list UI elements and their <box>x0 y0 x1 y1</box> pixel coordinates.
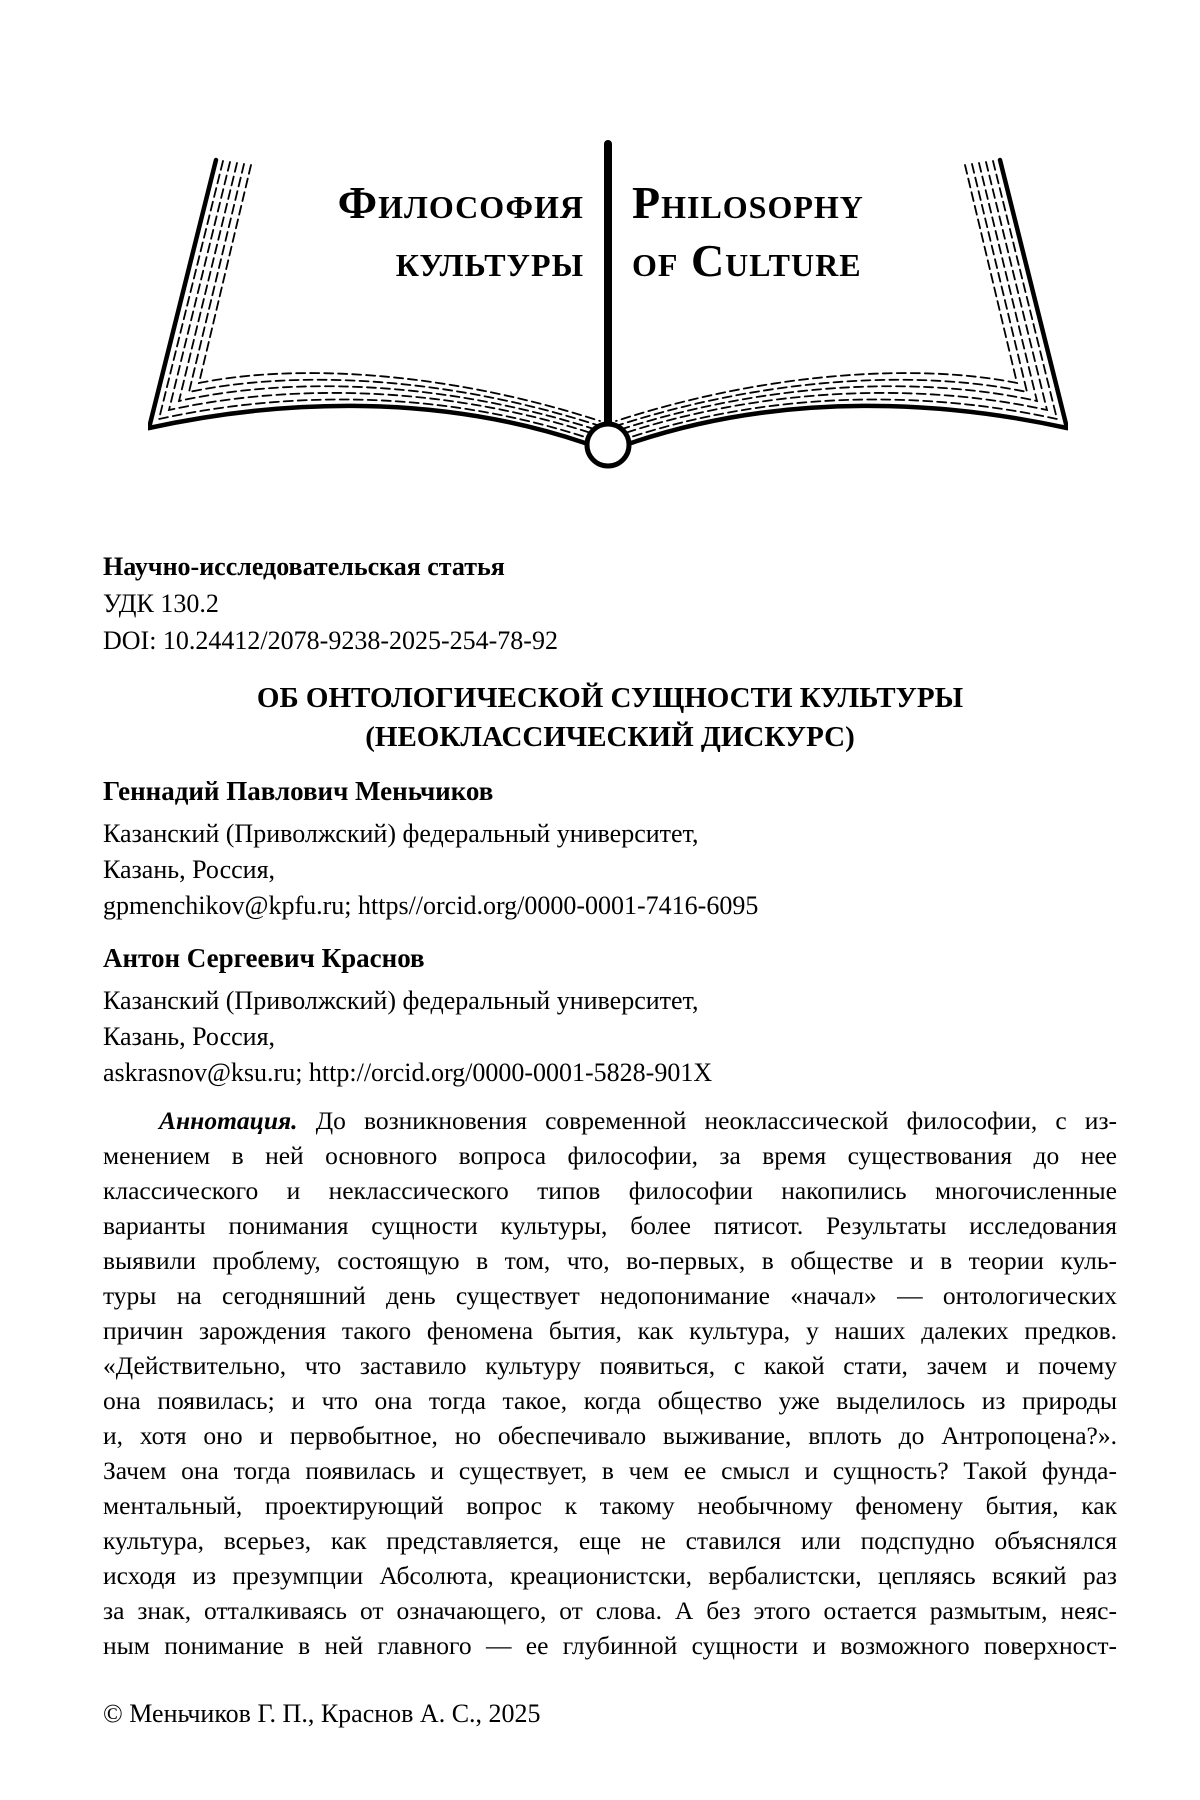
article-type-label: Научно-исследовательская статья <box>103 552 505 581</box>
copyright-line: © Меньчиков Г. П., Краснов А. С., 2025 <box>103 1699 541 1728</box>
abstract-line: за знак, отталкиваясь от означающего, от слова. А без этого остается размытым, неяс- <box>103 1596 1117 1625</box>
abstract-line: менением в ней основного вопроса философии, за время существования до нее <box>103 1141 1117 1170</box>
abstract-label: Аннотация. <box>159 1106 298 1135</box>
abstract-block <box>103 1103 1117 1663</box>
abstract-line: Зачем она тогда появилась и существует, в чем ее смысл и сущность? Такой фунда- <box>103 1456 1117 1485</box>
affiliation-university: Казанский (Приволжский) федеральный университет, <box>103 986 699 1015</box>
article-title-line1: ОБ ОНТОЛОГИЧЕСКОЙ СУЩНОСТИ КУЛЬТУРЫ <box>256 682 964 714</box>
open-book-icon <box>148 140 1068 475</box>
abstract-line: ным понимание в ней главного — ее глубинной сущности и возможного поверхност- <box>103 1631 1117 1660</box>
journal-name-en-line2: of Culture <box>632 235 862 286</box>
author-contact-orcid: gpmenchikov@kpfu.ru; https//orcid.org/0000-0001-7416-6095 <box>103 891 759 920</box>
abstract-line: «Действительно, что заставило культуру появиться, с какой стати, зачем и почему <box>103 1351 1117 1380</box>
author-affiliation <box>103 983 1117 1091</box>
affiliation-city: Казань, Россия, <box>103 855 276 884</box>
abstract-line: туры на сегодняшний день существует недопонимание «начал» — онтологических <box>103 1281 1117 1310</box>
udc-code: УДК 130.2 <box>103 589 219 618</box>
journal-name-ru-line1: Философия <box>337 177 584 228</box>
abstract-line: варианты понимания сущности культуры, более пятисот. Результаты исследования <box>103 1211 1117 1240</box>
abstract-line: исходя из презумпции Абсолюта, креационистски, вербалистски, цепляясь всякий раз <box>103 1561 1117 1590</box>
journal-name-en-line1: Philosophy <box>632 177 864 228</box>
abstract-text: До возникновения современной неоклассической философии, с из- <box>315 1106 1118 1135</box>
abstract-line: она появилась; и что она тогда такое, когда общество уже выделилось из природы <box>103 1386 1117 1415</box>
article-content <box>103 548 1117 1731</box>
journal-name-ru-line2: культуры <box>395 235 584 286</box>
abstract-line: ментальный, проектирующий вопрос к такому необычному феномену бытия, как <box>103 1491 1117 1520</box>
abstract-line <box>103 1103 1117 1138</box>
affiliation-city: Казань, Россия, <box>103 1022 276 1051</box>
abstract-line: выявили проблему, состоящую в том, что, во-первых, в обществе и в теории куль- <box>103 1246 1117 1275</box>
affiliation-university: Казанский (Приволжский) федеральный университет, <box>103 819 699 848</box>
author-name: Геннадий Павлович Меньчиков <box>103 776 494 806</box>
journal-name-english <box>632 174 864 290</box>
abstract-line: причин зарождения такого феномена бытия, как культура, у наших далеких предков. <box>103 1316 1117 1345</box>
author-affiliation <box>103 816 1117 924</box>
abstract-line: и, хотя оно и первобытное, но обеспечивало выживание, вплоть до Антропоцена?». <box>103 1421 1117 1450</box>
abstract-line: культура, всерьез, как представляется, еще не ставился или подспудно объяснялся <box>103 1526 1117 1555</box>
article-title-line2: (НЕОКЛАССИЧЕСКИЙ ДИСКУРС) <box>365 721 855 753</box>
journal-name-russian <box>338 174 584 290</box>
journal-logo <box>148 140 1068 475</box>
abstract-line: классического и неклассического типов философии накопились многочисленные <box>103 1176 1117 1205</box>
doi-code: DOI: 10.24412/2078-9238-2025-254-78-92 <box>103 626 558 655</box>
author-contact-orcid: askrasnov@ksu.ru; http://orcid.org/0000-0001-5828-901X <box>103 1058 713 1087</box>
author-name: Антон Сергеевич Краснов <box>103 943 425 973</box>
article-title <box>103 679 1117 757</box>
